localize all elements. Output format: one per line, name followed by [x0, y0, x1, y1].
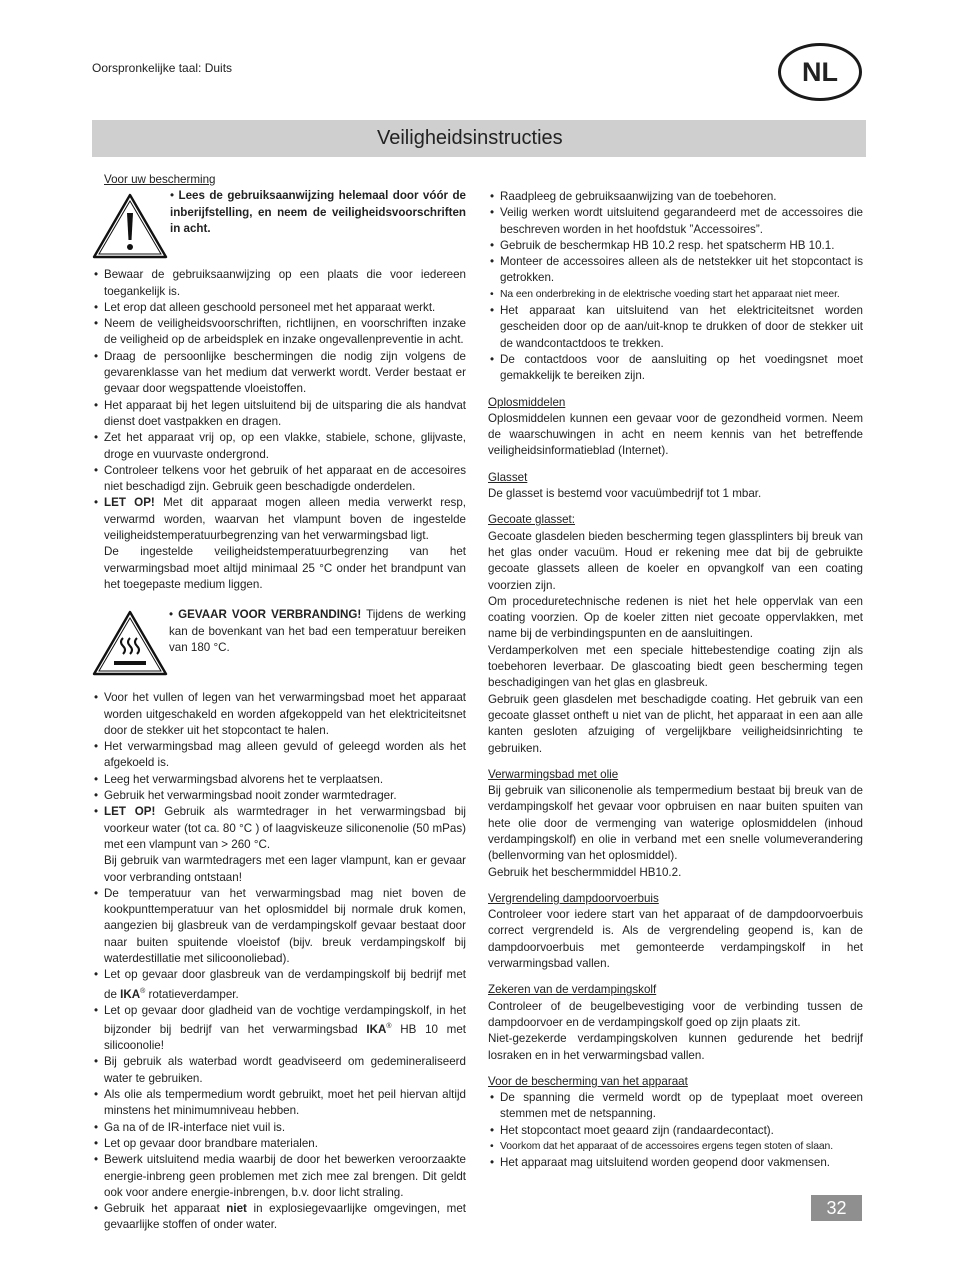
- list-item: • Het stopcontact moet geaard zijn (randaardecontact).: [488, 1123, 863, 1139]
- list-item: • Ga na of de IR-interface niet vuil is.: [92, 1120, 466, 1136]
- emphasis: niet: [226, 1202, 247, 1216]
- list-item: [92, 804, 466, 853]
- list-item: • Draag de persoonlijke beschermingen die nodig zijn volgens de gevarenklasse van het medium dat verwerkt wordt. Verder bestaat er gevaar door wegspattende vloeistoffen.: [92, 349, 466, 398]
- section-bescherming-apparaat: [488, 1074, 863, 1172]
- list-item: • Raadpleeg de gebruiksaanwijzing van de toebehoren.: [488, 189, 863, 205]
- section-heading: Zekeren van de verdampingskolf: [488, 983, 657, 997]
- language-badge: NL: [778, 43, 862, 101]
- list-item: • Het apparaat kan uitsluitend van het elektriciteitsnet worden gescheiden door op de aan/uit-knop te drukken of door de stekker uit de wandcontactdoos te trekken.: [488, 303, 863, 352]
- section-text: Niet-gezekerde verdampingskolven kunnen gedurende het bedrijf losraken en in het verwarmingsbad vallen.: [488, 1032, 863, 1062]
- let-op-text: Met dit apparaat mogen alleen media verwerkt resp, verwarmd worden, waarvan het vlampunt boven de ingestelde veiligheidstemperatuurbegrenzing van het verwarmingsbad ligt.: [104, 496, 466, 543]
- section-zekeren: [488, 982, 863, 1063]
- section-heading: Verwarmingsbad met olie: [488, 767, 619, 781]
- section-text: De glasset is bestemd voor vacuümbedrijf tot 1 mbar.: [488, 487, 762, 501]
- section-vergrendeling: [488, 891, 863, 972]
- list-item: • Gebruik de beschermkap HB 10.2 resp. het spatscherm HB 10.1.: [488, 238, 863, 254]
- list-item: • De spanning die vermeld wordt op de typeplaat moet overeen stemmen met de netspanning.: [488, 1090, 863, 1123]
- list-text: Let op gevaar door glasbreuk van de verdampingskolf bij bedrijf met de: [104, 968, 466, 1001]
- list-text: HB 10 met silicoonolie!: [104, 1022, 467, 1053]
- section-text: Gecoate glasdelen bieden bescherming tegen glassplinters bij breuk van het glas onder vacuüm. Houd er rekening mee dat bij de gebruikte gecoate glassets alleen de koeler en opvangkolf van een coating voorzien zijn.: [488, 529, 863, 592]
- let-op-text: Gebruik als warmtedrager in het verwarmingsbad bij voorkeur water (tot ca. 80 °C ) of laagviskeuze siliconenolie (50 mPas) met een vlampunt van > 260 °C.: [104, 805, 466, 851]
- section-text: Oplosmiddelen kunnen een gevaar voor de gezondheid vormen. Neem de waarschuwingen in acht en neem kennis van het betreffende veiligheidsinformatieblad (Internet).: [488, 411, 863, 458]
- list-item: • Let op gevaar door brandbare materialen.: [92, 1136, 466, 1152]
- safety-list-3: [92, 886, 466, 1234]
- list-text: Gebruik het apparaat: [104, 1202, 227, 1216]
- device-protection-list: [488, 1090, 863, 1171]
- safety-list-2: [92, 690, 466, 853]
- original-language-note: Oorspronkelijke taal: Duits: [92, 61, 233, 75]
- protection-heading: Voor uw bescherming: [104, 173, 216, 186]
- section-text: Verdamperkolven met een speciale hittebestendige coating zijn als toebehoren leverbaar. De glascoating biedt geen bescherming tegen beschadigingen van het glas en glasbreuk.: [488, 643, 863, 690]
- ika-brand: IKA: [120, 987, 141, 1001]
- list-item: • Het apparaat bij het legen uitsluitend bij de uitsparing die als handvat dienst doet vastpakken en dragen.: [92, 398, 466, 431]
- list-item: • De contactdoos voor de aansluiting op het voedingsnet moet gemakkelijk te bereiken zijn.: [488, 352, 863, 385]
- burn-warning-text: Tijdens de werking kan de bovenkant van het bad een temperatuur bereiken van 180 °C.: [169, 608, 466, 654]
- section-text: Controleer of de beugelbevestiging voor de verbinding tussen de dampdoorvoer en de verdampingskolf goed op zijn plaats zit.: [488, 999, 863, 1029]
- burn-warning-block: • GEVAAR VOOR VERBRANDING! Tijdens de werking kan de bovenkant van het bad een temperatuur bereiken van 180 °C.: [92, 607, 466, 676]
- list-item: • Controleer telkens voor het gebruik of het apparaat en de accesoires niet beschadigd zijn. Gebruik geen beschadigde onderdelen.: [92, 463, 466, 496]
- list-item: • Bewaar de gebruiksaanwijzing op een plaats die voor iedereen toegankelijk is.: [92, 267, 466, 300]
- page-number: 32: [811, 1195, 862, 1221]
- list-item: • Als olie als tempermedium wordt gebruikt, moet het peil hiervan altijd minstens het minimumniveau hebben.: [92, 1087, 466, 1120]
- section-text: Gebruik geen glasdelen met beschadigde coating. Het gebruik van een gecoate glasset ontheft u niet van de plicht, het apparaat in een aan alle kanten gesloten afzuiging of vergelijkbare veiligheidsinrichting te gebruiken.: [488, 692, 863, 755]
- warning-triangle-icon: [92, 193, 168, 259]
- section-verwarmingsbad-olie: [488, 767, 863, 881]
- list-item: • Bij gebruik als waterbad wordt geadviseerd om gedemineraliseerd water te gebruiken.: [92, 1054, 466, 1087]
- list-item: • Let erop dat alleen geschoold personeel met het apparaat werkt.: [92, 300, 466, 316]
- list-item: • Leeg het verwarmingsbad alvorens het te verplaatsen.: [92, 772, 466, 788]
- list-text: Let op gevaar door gladheid van de vochtige verdampingskolf, in het bijzonder bij bedrijf van het verwarmingsbad: [104, 1003, 466, 1036]
- list-item: • De temperatuur van het verwarmingsbad mag niet boven de kookpunttemperatuur van het oplosmiddel bij normale druk komen, aangezien bij glasbreuk van de verdampingskolf gevaar bestaat door naar buiten spuitende vloeistof (bijv. breuk verdampingskolf bij waterdestillatie met silicoonoliebad).: [92, 886, 466, 967]
- ika-brand: IKA: [366, 1022, 387, 1036]
- list-item: • Het apparaat mag uitsluitend worden geopend door vakmensen.: [488, 1155, 863, 1171]
- list-item: [92, 495, 466, 544]
- section-heading: Gecoate glasset:: [488, 513, 576, 527]
- list-item: [92, 1201, 466, 1234]
- list-item: • Voorkom dat het apparaat of de accessoires ergens tegen stoten of slaan.: [488, 1139, 863, 1155]
- section-text: Controleer voor iedere start van het apparaat of de dampdoorvoerbuis correct vergrendeld is. Als de vergrendeling geopend is, kan de dampdoorvoerbuis met gemonteerde verdampingskolf in het verwarmingsbad vallen.: [488, 908, 863, 971]
- list-item: • Voor het vullen of legen van het verwarmingsbad moet het apparaat worden uitgeschakeld en worden afgekoppeld van het elektriciteitsnet door de stekker uit het stopcontact te halen.: [92, 690, 466, 739]
- section-heading: Glasset: [488, 470, 528, 484]
- warning-read-manual: Lees de gebruiksaanwijzing helemaal door vóór de inberijfstelling, en neem de veiligheidsvoorschriften in acht.: [170, 189, 467, 235]
- section-glasset: [488, 470, 863, 503]
- section-heading: Voor de bescherming van het apparaat: [488, 1074, 688, 1088]
- accessory-list: [488, 189, 863, 385]
- list-item: • Zet het apparaat vrij op, op een vlakke, stabiele, schone, glijvaste, droge en vuurvaste ondergrond.: [92, 430, 466, 463]
- list-text: rotatieverdamper.: [145, 987, 239, 1001]
- list-item: • Gebruik het verwarmingsbad nooit zonder warmtedrager.: [92, 788, 466, 804]
- section-heading: Oplosmiddelen: [488, 395, 566, 409]
- list-item: • Let op gevaar door glasbreuk van de verdampingskolf bij bedrijf met de IKA® rotatieverdamper.: [92, 967, 466, 1002]
- warning-block: • Lees de gebruiksaanwijzing helemaal door vóór de inberijfstelling, en neem de veiligheidsvoorschriften in acht.: [92, 188, 466, 259]
- list-text: in explosiegevaarlijke omgevingen, met gevaarlijke stoffen of onder water.: [104, 1202, 466, 1232]
- hot-surface-icon: [92, 610, 168, 676]
- let-op-continuation: De ingestelde veiligheidstemperatuurbegrenzing van het verwarmingsbad moet altijd minimaal 25 °C onder het brandpunt van het toegepaste medium liggen.: [104, 545, 466, 591]
- list-item: • Neem de veiligheidsvoorschriften, richtlijnen, en voorschriften inzake de veiligheid op de arbeidsplek en inzake ongevallenpreventie in acht.: [92, 316, 466, 349]
- left-column: [92, 172, 466, 1234]
- list-item: • Veilig werken wordt uitsluitend gegarandeerd met de accessoires die beschreven worden in het hoofdstuk ”Accessoires”.: [488, 205, 863, 238]
- list-item: • Let op gevaar door gladheid van de vochtige verdampingskolf, in het bijzonder bij bedrijf van het verwarmingsbad IKA® HB 10 met silicoonolie!: [92, 1003, 466, 1055]
- section-text: Om proceduretechnische redenen is niet het hele oppervlak van een coating voorzien. Op de koeler zitten niet gecoate oppervlakken, met name bij de verbindingspunten en de aansluitingen.: [488, 594, 863, 641]
- section-oplosmiddelen: [488, 395, 863, 460]
- right-column: [488, 189, 863, 1172]
- section-gecoate-glasset: [488, 512, 863, 756]
- let-op-label: LET OP!: [104, 805, 156, 819]
- let-op-continuation: Bij gebruik van warmtedragers met een lager vlampunt, kan er gevaar voor verbranding ontstaan!: [104, 854, 466, 884]
- section-text: Gebruik het beschermmiddel HB10.2.: [488, 865, 682, 879]
- page-title: Veiligheidsinstructies: [92, 120, 866, 157]
- list-item: • Na een onderbreking in de elektrische voeding start het apparaat niet meer.: [488, 287, 863, 303]
- section-heading: Vergrendeling dampdoorvoerbuis: [488, 891, 659, 905]
- let-op-label: LET OP!: [104, 496, 155, 510]
- list-item: • Monteer de accessoires alleen als de netstekker uit het stopcontact is getrokken.: [488, 254, 863, 287]
- section-text: Bij gebruik van siliconenolie als tempermedium bestaat bij breuk van de verdampingskolf het gevaar voor opbruisen en naar buiten spuiten van hete olie door de vermenging van waterige oplosmiddelen (inhoud verdampingskolf) en olie in verband met een snelle volumeverandering (bellenvorming van het oplosmiddel).: [488, 784, 863, 863]
- burn-warning-label: GEVAAR VOOR VERBRANDING!: [178, 608, 362, 622]
- list-item: • Bewerk uitsluitend media waarbij de door het bewerken veroorzaakte energie-inbreng geen problemen met zich mee zal brengen. Dit geldt ook voor andere energie-inbrengen, b.v. door licht straling.: [92, 1152, 466, 1201]
- safety-list-1: [92, 267, 466, 544]
- list-item: • Het verwarmingsbad mag alleen gevuld of geleegd worden als het afgekoeld is.: [92, 739, 466, 772]
